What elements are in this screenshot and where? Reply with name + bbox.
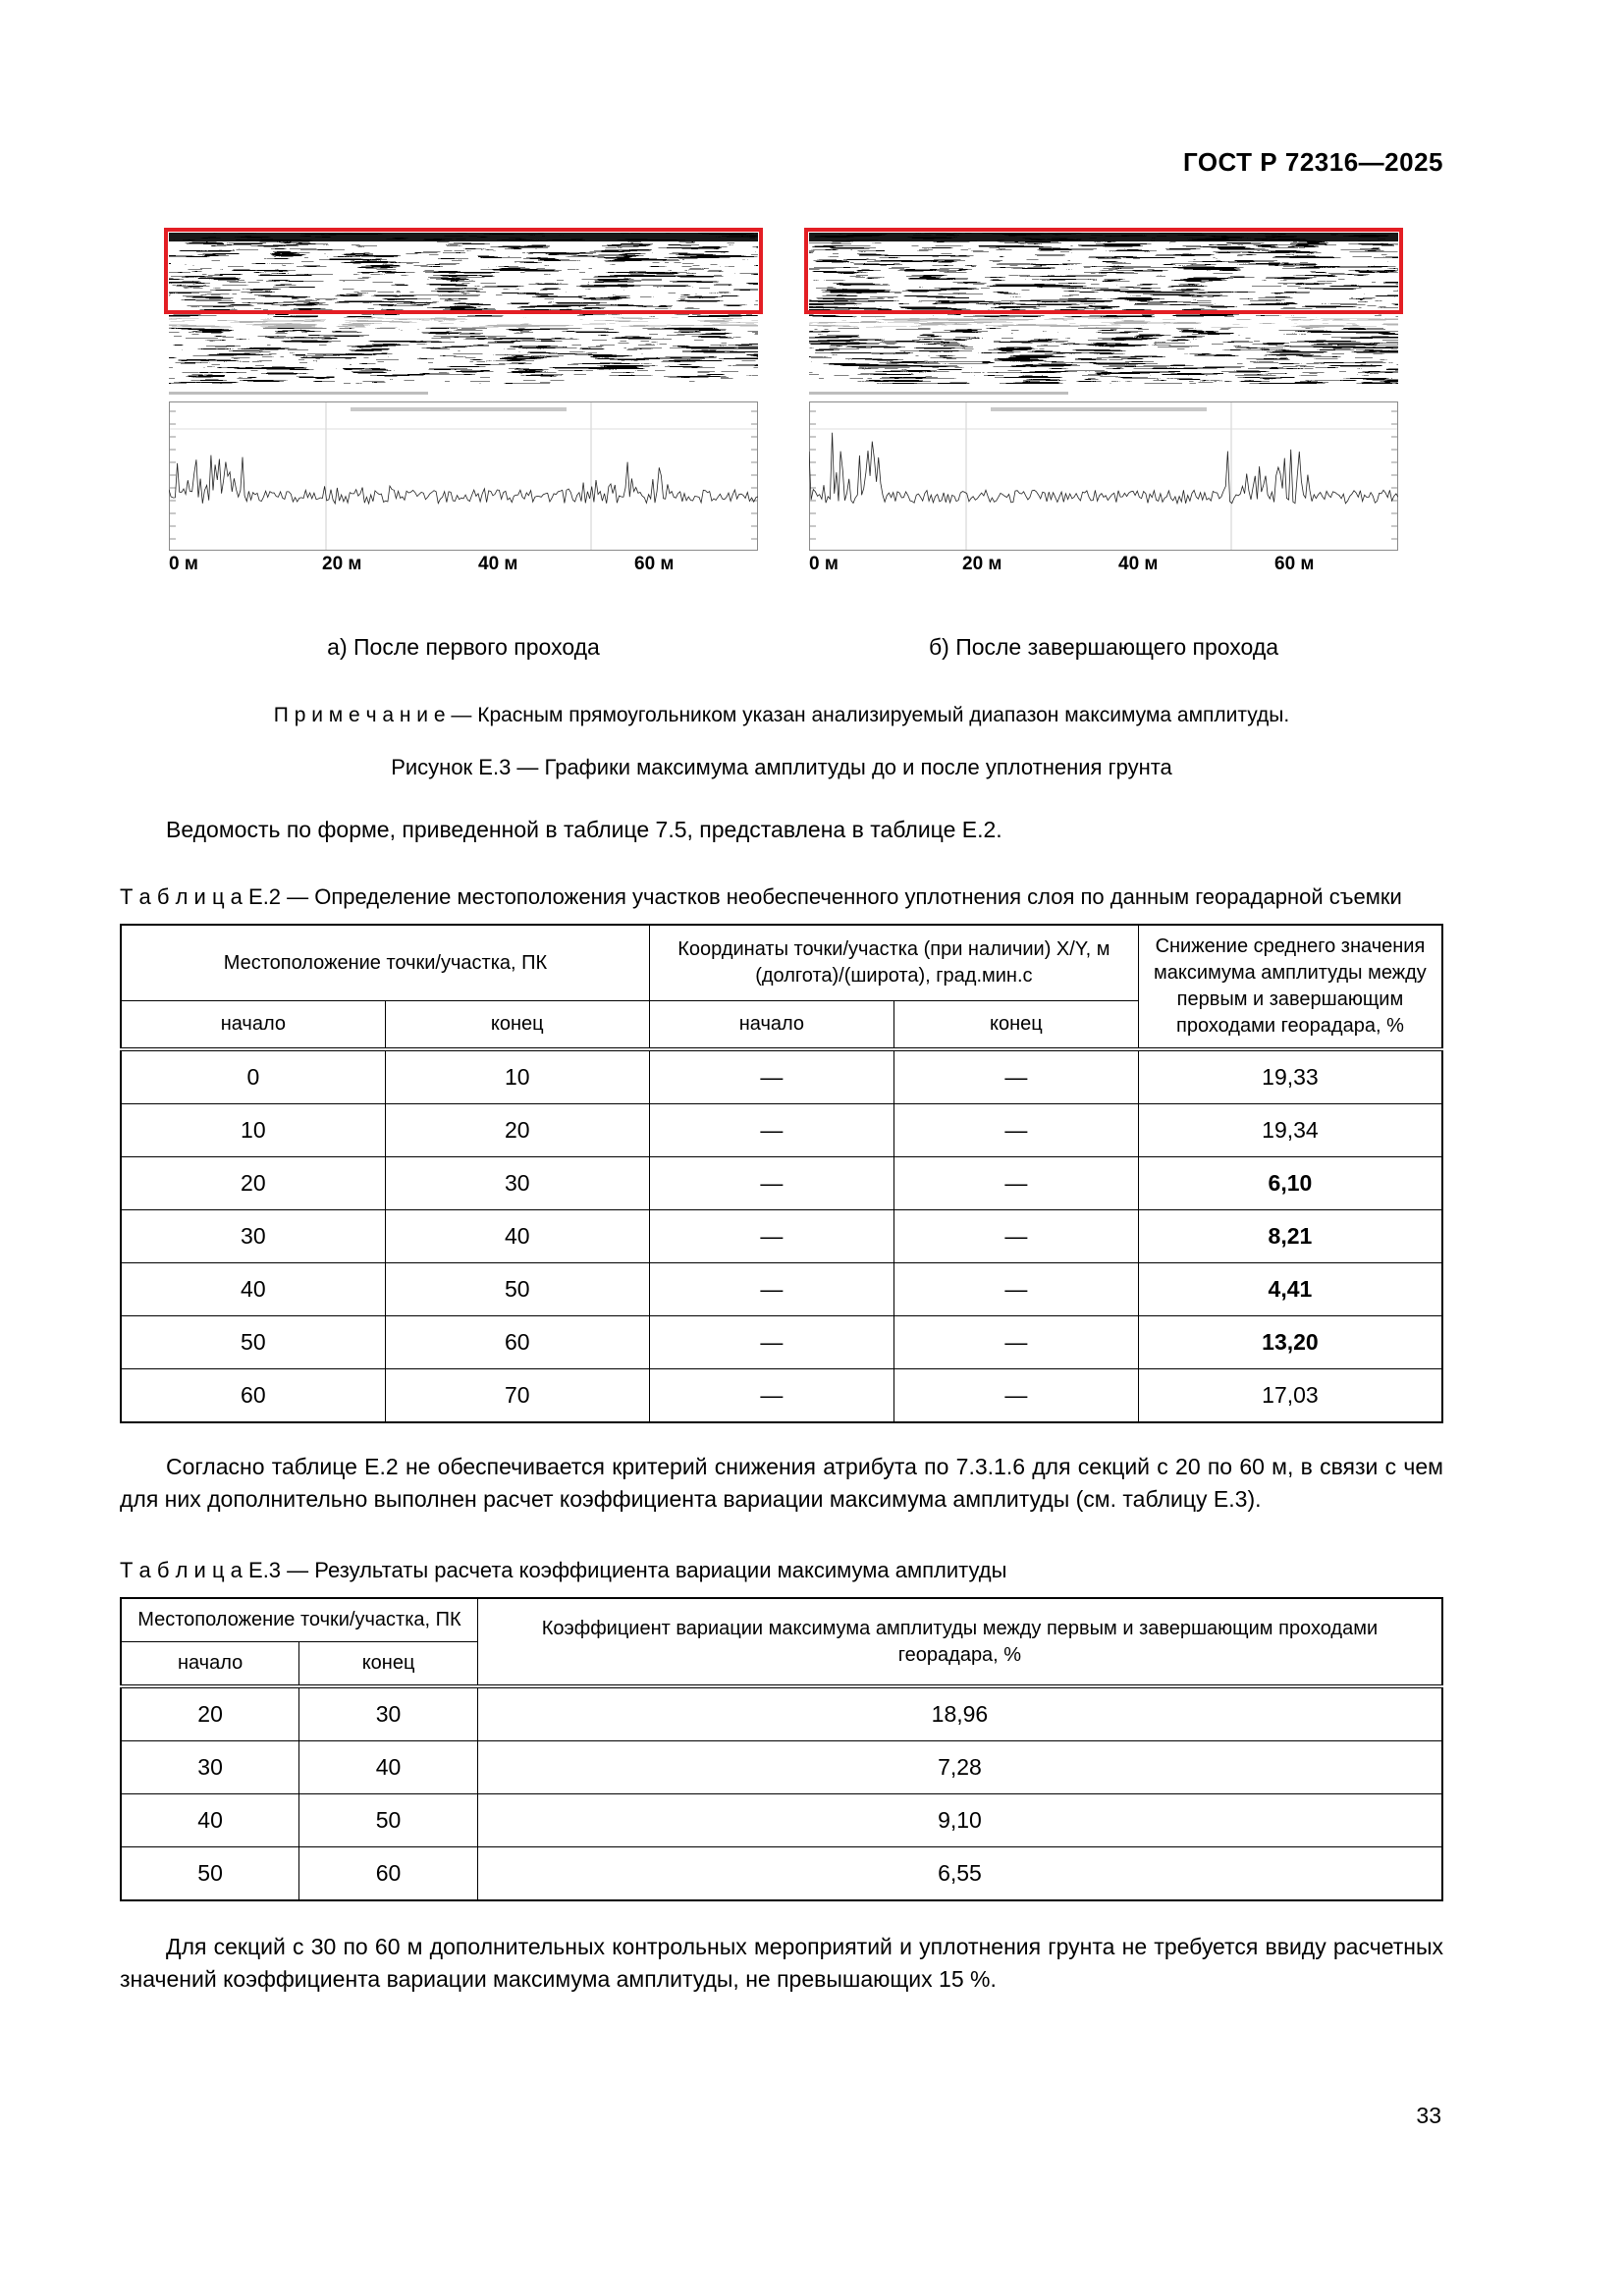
table-cell: 50 (299, 1794, 478, 1847)
table-cell: — (893, 1316, 1138, 1369)
table-row (121, 1741, 1442, 1794)
axis-label: 40 м (1118, 554, 1159, 574)
table-cell: 6,55 (477, 1847, 1442, 1901)
column-end: конец (893, 1001, 1138, 1049)
table-cell: 40 (385, 1210, 649, 1263)
table-row (121, 1157, 1442, 1210)
table-cell: 40 (121, 1263, 385, 1316)
table-cell: 7,28 (477, 1741, 1442, 1794)
axis-label: 60 м (634, 554, 675, 574)
plot-title-placeholder (991, 407, 1207, 411)
table-row (121, 1847, 1442, 1901)
table-cell: 10 (121, 1104, 385, 1157)
radargram-b-meta (809, 384, 1398, 401)
table-cell: 60 (121, 1369, 385, 1423)
radargram-a-meta (169, 384, 758, 401)
column-end: конец (385, 1001, 649, 1049)
table-cell: 50 (121, 1847, 299, 1901)
table-cell: 60 (385, 1316, 649, 1369)
table-cell: 50 (385, 1263, 649, 1316)
figure-caption: Рисунок Е.3 — Графики максимума амплитуды до и после уплотнения грунта (391, 755, 1172, 779)
table-row (121, 1263, 1442, 1316)
table-e2-head (121, 925, 1442, 1049)
amplitude-trace (809, 433, 1398, 504)
table-e2 (120, 924, 1443, 1423)
column-group-coordinates: Координаты точки/участка (при наличии) X/Y, м (долгота)/(широта), град.мин.с (649, 925, 1138, 1001)
table-cell: — (649, 1104, 893, 1157)
column-end: конец (299, 1642, 478, 1687)
table-e3 (120, 1597, 1443, 1901)
axis-label: 60 м (1274, 554, 1315, 574)
figure-note: П р и м е ч а н и е — Красным прямоугольником указан анализируемый диапазон максимума амплитуды. (273, 704, 1290, 726)
table-e3-body (121, 1686, 1442, 1900)
table-cell: — (893, 1049, 1138, 1104)
axis-label: 0 м (809, 554, 839, 574)
plot-title-placeholder (351, 407, 567, 411)
column-group-location: Местоположение точки/участка, ПК (121, 925, 649, 1001)
table-e3-label: Т а б л и ц а Е.3 — Результаты расчета коэффициента вариации максимума амплитуды (120, 1558, 1007, 1582)
table-cell: 4,41 (1138, 1263, 1442, 1316)
amplitude-plot-a (169, 401, 758, 551)
table-row (121, 1686, 1442, 1741)
table-cell: 30 (121, 1210, 385, 1263)
table-cell: 8,21 (1138, 1210, 1442, 1263)
table-row (121, 1049, 1442, 1104)
table-cell: 6,10 (1138, 1157, 1442, 1210)
micro-text-placeholder (169, 392, 428, 395)
table-e2-body (121, 1049, 1442, 1422)
column-start: начало (121, 1642, 299, 1687)
table-cell: — (649, 1157, 893, 1210)
plot-a-axis (169, 554, 758, 577)
amplitude-plot-b (809, 401, 1398, 551)
table-cell: 0 (121, 1049, 385, 1104)
table-cell: 30 (385, 1157, 649, 1210)
figure-e3 (120, 233, 1443, 661)
table-cell: — (649, 1263, 893, 1316)
table-cell: 20 (121, 1157, 385, 1210)
micro-text-placeholder (809, 392, 1068, 395)
axis-label: 20 м (322, 554, 362, 574)
table-e2-label: Т а б л и ц а Е.2 — Определение местоположения участков необеспеченного уплотнения слоя по данным георадарной съемки (120, 884, 1402, 909)
axis-label: 0 м (169, 554, 198, 574)
column-group-location: Местоположение точки/участка, ПК (121, 1598, 477, 1642)
table-cell: 19,34 (1138, 1104, 1442, 1157)
paragraph-1: Ведомость по форме, приведенной в таблице 7.5, представлена в таблице Е.2. (166, 817, 1002, 842)
radargram-a-image (169, 233, 758, 384)
table-cell: — (649, 1369, 893, 1423)
table-row (121, 1316, 1442, 1369)
paragraph-3: Для секций с 30 по 60 м дополнительных контрольных мероприятий и уплотнения грунта не требуется ввиду расчетных значений коэффициента вариации максимума амплитуды, не превышающих 15 %. (120, 1934, 1443, 1992)
column-amplitude-decrease: Снижение среднего значения максимума амплитуды между первым и завершающим проходами георадара, % (1138, 925, 1442, 1049)
panel-a (169, 233, 758, 661)
table-cell: — (893, 1210, 1138, 1263)
table-cell: 40 (299, 1741, 478, 1794)
table-cell: — (649, 1316, 893, 1369)
table-cell: 20 (385, 1104, 649, 1157)
amplitude-trace (169, 455, 758, 504)
table-e3-head (121, 1598, 1442, 1686)
table-cell: 10 (385, 1049, 649, 1104)
table-cell: 19,33 (1138, 1049, 1442, 1104)
plot-b-axis (809, 554, 1398, 577)
column-variation-coefficient: Коэффициент вариации максимума амплитуды между первым и завершающим проходами георадара, % (477, 1598, 1442, 1686)
axis-label: 20 м (962, 554, 1002, 574)
table-cell: 60 (299, 1847, 478, 1901)
table-cell: 9,10 (477, 1794, 1442, 1847)
table-cell: 40 (121, 1794, 299, 1847)
table-cell: 13,20 (1138, 1316, 1442, 1369)
table-cell: 20 (121, 1686, 299, 1741)
table-row (121, 1210, 1442, 1263)
table-cell: — (893, 1157, 1138, 1210)
table-cell: — (649, 1210, 893, 1263)
column-start: начало (121, 1001, 385, 1049)
table-cell: — (893, 1104, 1138, 1157)
radargram-b-image (809, 233, 1398, 384)
table-cell: 70 (385, 1369, 649, 1423)
table-row (121, 1104, 1442, 1157)
panel-b-caption: б) После завершающего прохода (928, 634, 1279, 660)
table-cell: 18,96 (477, 1686, 1442, 1741)
table-row (121, 1369, 1442, 1423)
panel-b (809, 233, 1398, 661)
table-cell: 50 (121, 1316, 385, 1369)
doc-header: ГОСТ Р 72316—2025 (1182, 147, 1443, 177)
radargram-b-wrap (809, 233, 1398, 384)
table-cell: — (893, 1263, 1138, 1316)
table-cell: — (649, 1049, 893, 1104)
table-cell: 30 (299, 1686, 478, 1741)
table-row (121, 1794, 1442, 1847)
panel-a-caption: а) После первого прохода (327, 634, 600, 660)
table-cell: 30 (121, 1741, 299, 1794)
column-start: начало (649, 1001, 893, 1049)
page-number: 33 (1416, 2103, 1441, 2128)
table-cell: — (893, 1369, 1138, 1423)
axis-label: 40 м (478, 554, 518, 574)
radargram-a-wrap (169, 233, 758, 384)
paragraph-2: Согласно таблице Е.2 не обеспечивается критерий снижения атрибута по 7.3.1.6 для секций с 20 по 60 м, в связи с чем для них дополнительно выполнен расчет коэффициента вариации максимума амплитуды (см. таблицу Е.3). (120, 1454, 1443, 1512)
table-cell: 17,03 (1138, 1369, 1442, 1423)
